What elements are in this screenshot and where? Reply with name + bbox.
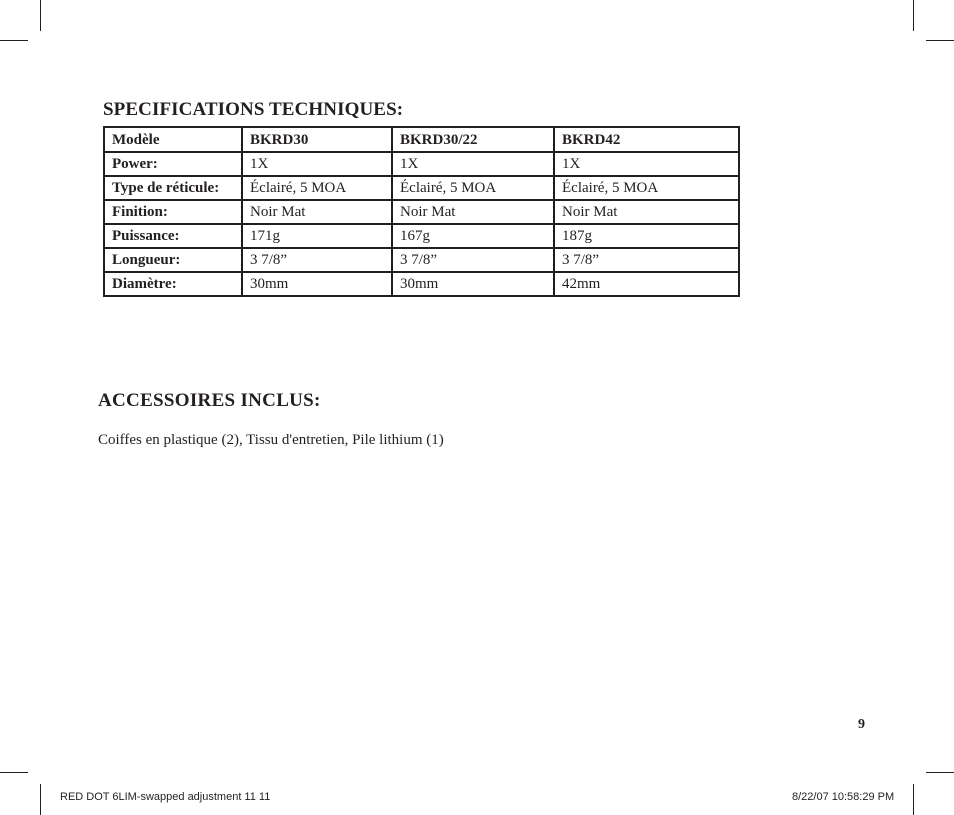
crop-mark	[926, 40, 954, 41]
table-cell: 1X	[554, 152, 739, 176]
table-row	[104, 248, 739, 272]
accessories-text: Coiffes en plastique (2), Tissu d'entretien, Pile lithium (1)	[98, 432, 444, 448]
table-cell: Noir Mat	[242, 200, 392, 224]
crop-mark	[0, 772, 28, 773]
table-cell: 30mm	[392, 272, 554, 296]
crop-mark	[926, 772, 954, 773]
crop-mark	[40, 784, 41, 815]
header-cell: BKRD42	[554, 127, 739, 152]
table-cell: Éclairé, 5 MOA	[392, 176, 554, 200]
table-row	[104, 224, 739, 248]
table-cell: 3 7/8”	[242, 248, 392, 272]
row-label: Power:	[104, 152, 242, 176]
table-cell: 187g	[554, 224, 739, 248]
table-cell: Noir Mat	[392, 200, 554, 224]
crop-mark	[40, 0, 41, 31]
table-cell: 167g	[392, 224, 554, 248]
table-cell: 30mm	[242, 272, 392, 296]
table-cell: Noir Mat	[554, 200, 739, 224]
table-header-row	[104, 127, 739, 152]
table-row	[104, 200, 739, 224]
crop-mark	[913, 784, 914, 815]
table-cell: 1X	[242, 152, 392, 176]
header-cell: BKRD30/22	[392, 127, 554, 152]
crop-mark	[0, 40, 28, 41]
header-cell: Modèle	[104, 127, 242, 152]
row-label: Finition:	[104, 200, 242, 224]
table-cell: Éclairé, 5 MOA	[242, 176, 392, 200]
table-cell: 1X	[392, 152, 554, 176]
table-row	[104, 272, 739, 296]
row-label: Longueur:	[104, 248, 242, 272]
row-label: Diamètre:	[104, 272, 242, 296]
table-cell: 42mm	[554, 272, 739, 296]
spec-title: SPECIFICATIONS TECHNIQUES:	[103, 99, 404, 120]
table-cell: 3 7/8”	[392, 248, 554, 272]
spec-table	[103, 126, 740, 297]
table-cell: Éclairé, 5 MOA	[554, 176, 739, 200]
row-label: Type de réticule:	[104, 176, 242, 200]
print-slug-timestamp: 8/22/07 10:58:29 PM	[792, 791, 895, 803]
table-row	[104, 152, 739, 176]
accessories-title: ACCESSOIRES INCLUS:	[98, 390, 321, 411]
table-row	[104, 176, 739, 200]
crop-mark	[913, 0, 914, 31]
row-label: Puissance:	[104, 224, 242, 248]
page-number: 9	[858, 717, 865, 732]
header-cell: BKRD30	[242, 127, 392, 152]
print-slug-filename: RED DOT 6LIM-swapped adjustment 11 11	[60, 791, 271, 803]
table-cell: 3 7/8”	[554, 248, 739, 272]
table-cell: 171g	[242, 224, 392, 248]
